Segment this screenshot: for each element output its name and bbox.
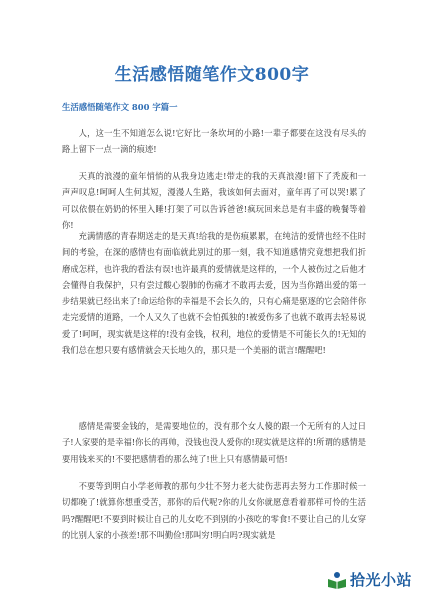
paragraph: 充满情感的青春期送走的是天真!给我的是伤痕累累，在纯洁的爱情也经不住时间的考验，在深的感情也有面临就此别过的那一刻，我不知道感情究竟想把我们折磨成怎样，也许我的看法有误!也许最真的爱情就是这样的，一个人被伤过之后他才会懂得自我保护，只有尝过酸心裂肺的伤痛才不敢再去爱，因为当你踏出爱的第一步结果就已经出来了!命运给你的幸福是不会长久的，只有心痛是驱逐的它会陪伴你走完爱情的道路，一个人又久了也就不会怕孤独的!被爱伤多了也就不敢再去轻易说爱了!呵呵，现实就是这样的!没有金钱，权利，地位的爱情是不可能长久的!无知的我们总在想只要有感情就会天长地久的，那只是一个美丽的谎言!醒醒吧!	[62, 231, 366, 356]
paragraph: 人，这一生不知道怎么说!它好比一条坎坷的小路!一辈子都要在这没有尽头的路上留下一点一滴的痕迹!	[62, 128, 366, 155]
paragraph: 不要等到明白小学老师教的那句少壮不努力老大徒伤悲再去努力工作那时候一切都晚了!就算你想重受苦，那你的后代呢?你的儿女你就愿意看着那样可怜的生活吗?醒醒吧!不要到时候让自己的儿女吃不到别的小孩吃的零食!不要让自己的儿女穿的比别人家的小孩差!那不叫勤俭!那叫穷!明白吗?现实就是	[62, 481, 366, 540]
paragraph: 天真的浪漫的童年悄悄的从我身边逃走!带走的我的天真浪漫!留下了秃废和一声声叹息!呵呵人生何其短，漫漫人生路，我该如何去面对，童年再了可以哭!累了可以依偎在奶奶的怀里入睡!打架了可以告诉爸爸!疯玩回来总是有丰盛的晚餐等着你!	[62, 171, 366, 230]
watermark	[327, 569, 412, 590]
document-title: 生活感悟随笔作文800字	[114, 65, 310, 85]
paragraph: 感情是需要金钱的，是需要地位的，没有那个女人傻的跟一个无所有的人过日子!人家要的是幸福!你长的再帅，没钱也没人爱你的!现实就是这样的!所谓的感情是要用钱来买的!不要把感情看的那么纯了!世上只有感情最可悟!	[62, 421, 366, 464]
section-subtitle: 生活感悟随笔作文 800 字篇一	[62, 102, 178, 112]
book-reader-icon	[327, 571, 347, 589]
watermark-text: 拾光小站	[349, 571, 412, 589]
